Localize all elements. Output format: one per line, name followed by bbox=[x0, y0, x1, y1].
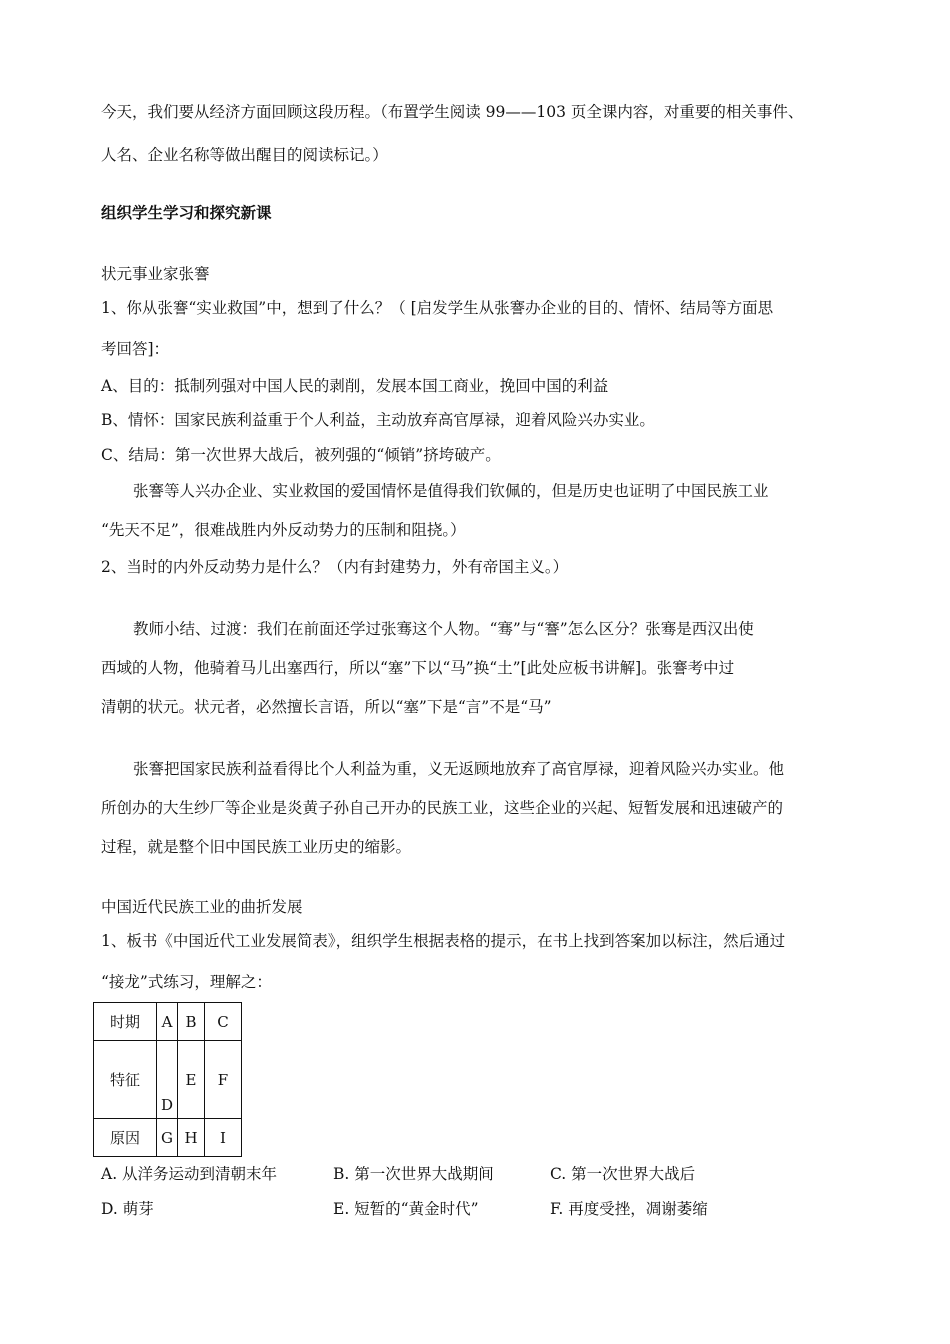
row-header: 特征 bbox=[94, 1041, 157, 1119]
table-cell: I bbox=[205, 1119, 242, 1157]
table-cell: E bbox=[178, 1041, 205, 1119]
answer-a: A、目的：抵制列强对中国人民的剥削，发展本国工商业，挽回中国的利益 bbox=[101, 377, 609, 395]
question-2: 2、当时的内外反动势力是什么？（内有封建势力，外有帝国主义。） bbox=[101, 558, 569, 576]
table-row bbox=[94, 1119, 242, 1157]
table-cell: C bbox=[205, 1003, 242, 1041]
option-b: B. 第一次世界大战期间 bbox=[333, 1165, 494, 1183]
option-e: E. 短暂的“黄金时代” bbox=[333, 1200, 479, 1218]
paragraph-2-line1: 张謇等人兴办企业、实业救国的爱国情怀是值得我们钦佩的，但是历史也证明了中国民族工业 bbox=[133, 482, 769, 500]
question-3-line2: “接龙”式练习，理解之： bbox=[101, 973, 272, 991]
question-1-line1: 1、你从张謇“实业救国”中，想到了什么？（ [启发学生从张謇办企业的目的、情怀、结局等方面思 bbox=[101, 299, 774, 317]
paragraph-3-line1: 教师小结、过渡：我们在前面还学过张骞这个人物。“骞”与“謇”怎么区分？张骞是西汉出使 bbox=[133, 620, 754, 638]
option-c: C. 第一次世界大战后 bbox=[550, 1165, 696, 1183]
table-cell: H bbox=[178, 1119, 205, 1157]
paragraph-3-line2: 西域的人物，他骑着马儿出塞西行，所以“塞”下以“马”换“土”[此处应板书讲解]。张謇考中过 bbox=[101, 659, 735, 677]
development-table bbox=[93, 1002, 242, 1157]
paragraph-4-line1: 张謇把国家民族利益看得比个人利益为重，义无返顾地放弃了高官厚禄，迎着风险兴办实业。他 bbox=[133, 760, 785, 778]
table-cell: F bbox=[205, 1041, 242, 1119]
paragraph-4-line3: 过程，就是整个旧中国民族工业历史的缩影。 bbox=[101, 838, 412, 856]
paragraph-3-line3: 清朝的状元。状元者，必然擅长言语，所以“塞”下是“言”不是“马” bbox=[101, 698, 552, 716]
subheading-industry: 中国近代民族工业的曲折发展 bbox=[101, 898, 303, 916]
answer-c: C、结局：第一次世界大战后，被列强的“倾销”挤垮破产。 bbox=[101, 446, 501, 464]
row-header: 原因 bbox=[94, 1119, 157, 1157]
paragraph-intro-line2: 人名、企业名称等做出醒目的阅读标记。） bbox=[101, 146, 388, 164]
table-cell: A bbox=[157, 1003, 178, 1041]
row-header: 时期 bbox=[94, 1003, 157, 1041]
section-heading: 组织学生学习和探究新课 bbox=[101, 204, 272, 222]
table-cell: D bbox=[157, 1041, 178, 1119]
table-row bbox=[94, 1041, 242, 1119]
paragraph-2-line2: “先天不足”，很难战胜内外反动势力的压制和阻挠。） bbox=[101, 521, 466, 539]
table-row bbox=[94, 1003, 242, 1041]
answer-b: B、情怀：国家民族利益重于个人利益，主动放弃高官厚禄，迎着风险兴办实业。 bbox=[101, 411, 655, 429]
subheading-zhangjian: 状元事业家张謇 bbox=[101, 265, 210, 283]
table-cell: B bbox=[178, 1003, 205, 1041]
question-3-line1: 1、板书《中国近代工业发展简表》，组织学生根据表格的提示，在书上找到答案加以标注，然后通过 bbox=[101, 932, 786, 950]
question-1-line2: 考回答]： bbox=[101, 340, 170, 358]
paragraph-intro-line1: 今天，我们要从经济方面回顾这段历程。（布置学生阅读 99——103 页全课内容，对重要的相关事件、 bbox=[101, 103, 804, 121]
option-f: F. 再度受挫，凋谢萎缩 bbox=[550, 1200, 708, 1218]
paragraph-4-line2: 所创办的大生纱厂等企业是炎黄子孙自己开办的民族工业，这些企业的兴起、短暂发展和迅速破产的 bbox=[101, 799, 784, 817]
option-d: D. 萌芽 bbox=[101, 1200, 154, 1218]
option-a: A. 从洋务运动到清朝末年 bbox=[101, 1165, 278, 1183]
table-cell: G bbox=[157, 1119, 178, 1157]
